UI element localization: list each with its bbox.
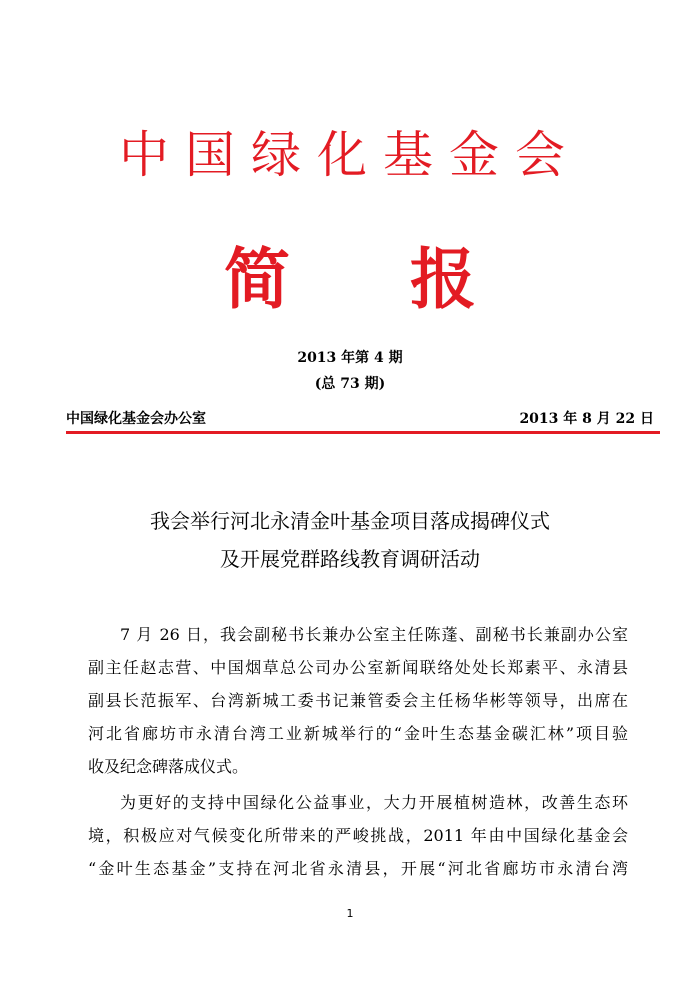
body-line: 境，积极应对气候变化所带来的严峻挑战，2011 年由中国绿化基金会 (88, 826, 628, 845)
issue-number: 2013 年第 4 期 (297, 350, 403, 366)
header-divider (66, 431, 660, 434)
body-line: 副县长范振军、台湾新城工委书记兼管委会主任杨华彬等领导，出席在 (88, 691, 628, 710)
publication-date: 2013 年 8 月 22 日 (519, 411, 654, 427)
article-headline-line-1: 我会举行河北永清金叶基金项目落成揭碑仪式 (150, 509, 550, 533)
publication-title: 简报 (224, 241, 596, 318)
total-issue-number: (总 73 期) (314, 376, 386, 392)
body-line: 河北省廊坊市永清台湾工业新城举行的“金叶生态基金碳汇林”项目验 (88, 724, 628, 743)
body-line: 7 月 26 日，我会副秘书长兼办公室主任陈蓬、副秘书长兼副办公室 (120, 625, 628, 644)
article-headline-line-2: 及开展党群路线教育调研活动 (220, 547, 480, 571)
body-line: 收及纪念碑落成仪式。 (88, 757, 249, 776)
issuing-office: 中国绿化基金会办公室 (66, 411, 206, 427)
page-number: 1 (346, 907, 354, 920)
body-line: 副主任赵志营、中国烟草总公司办公室新闻联络处处长郑素平、永清县 (88, 658, 628, 677)
article-body (88, 618, 628, 885)
organization-title: 中国绿化基金会 (119, 126, 581, 184)
body-line: 为更好的支持中国绿化公益事业，大力开展植树造林，改善生态环 (120, 793, 628, 812)
body-line: “金叶生态基金”支持在河北省永清县，开展“河北省廊坊市永清台湾 (88, 859, 628, 878)
